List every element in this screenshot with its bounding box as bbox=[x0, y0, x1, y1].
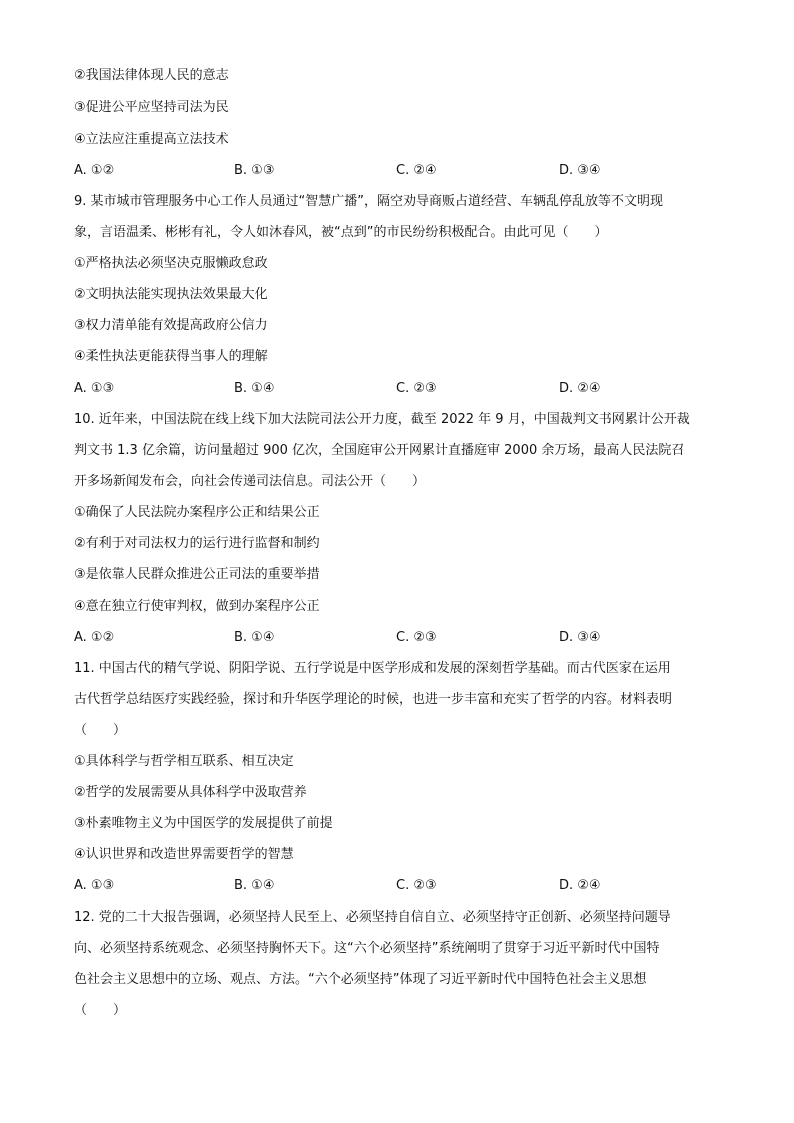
q9-stem-line-2: 象，言语温柔、彬彬有礼，令人如沐春风，被“点到”的市民纷纷积极配合。由此可见（ ） bbox=[74, 225, 608, 240]
q9-statement-4: ④柔性执法更能获得当事人的理解 bbox=[74, 349, 268, 364]
q11-stem-line-1: 11. 中国古代的精气学说、阴阳学说、五行学说是中医学形成和发展的深刻哲学基础。而古代医家在运用 bbox=[74, 661, 671, 676]
q10-stem-line-3: 开多场新闻发布会，向社会传递司法信息。司法公开（ ） bbox=[74, 474, 426, 489]
q10-option-b[interactable]: B. ①④ bbox=[234, 630, 275, 645]
q8-statement-2: ②我国法律体现人民的意志 bbox=[74, 68, 229, 83]
q9-options bbox=[74, 380, 714, 398]
q11-stem-line-3: （ ） bbox=[74, 723, 127, 738]
q8-option-b[interactable]: B. ①③ bbox=[234, 163, 275, 178]
q10-statement-1: ①确保了人民法院办案程序公正和结果公正 bbox=[74, 505, 320, 520]
q10-statement-2: ②有利于对司法权力的运行进行监督和制约 bbox=[74, 536, 320, 551]
q8-option-d[interactable]: D. ③④ bbox=[559, 163, 601, 178]
q12-stem-line-4: （ ） bbox=[74, 1003, 127, 1018]
q10-options bbox=[74, 629, 714, 647]
q10-statement-3: ③是依靠人民群众推进公正司法的重要举措 bbox=[74, 567, 320, 582]
q11-option-d[interactable]: D. ②④ bbox=[559, 878, 601, 893]
q12-stem-line-1: 12. 党的二十大报告强调，必须坚持人民至上、必须坚持自信自立、必须坚持守正创新、必须坚持问题导 bbox=[74, 910, 671, 925]
q8-options bbox=[74, 162, 714, 180]
q10-option-c[interactable]: C. ②③ bbox=[396, 630, 437, 645]
q8-statement-4: ④立法应注重提高立法技术 bbox=[74, 132, 229, 147]
q11-statement-2: ②哲学的发展需要从具体科学中汲取营养 bbox=[74, 785, 307, 800]
q11-option-b[interactable]: B. ①④ bbox=[234, 878, 275, 893]
q11-options bbox=[74, 877, 714, 895]
q11-stem-line-2: 古代哲学总结医疗实践经验，探讨和升华医学理论的时候，也进一步丰富和充实了哲学的内容。材料表明 bbox=[74, 692, 673, 707]
q12-stem-line-2: 向、必须坚持系统观念、必须坚持胸怀天下。这“六个必须坚持”系统阐明了贯穿于习近平新时代中国特 bbox=[74, 941, 660, 956]
q9-option-d[interactable]: D. ②④ bbox=[559, 381, 601, 396]
q11-statement-4: ④认识世界和改造世界需要哲学的智慧 bbox=[74, 847, 294, 862]
q10-statement-4: ④意在独立行使审判权，做到办案程序公正 bbox=[74, 599, 320, 614]
q9-option-b[interactable]: B. ①④ bbox=[234, 381, 275, 396]
q10-stem-line-1: 10. 近年来，中国法院在线上线下加大法院司法公开力度，截至 2022 年 9 月，中国裁判文书网累计公开裁 bbox=[74, 412, 690, 427]
q11-statement-3: ③朴素唯物主义为中国医学的发展提供了前提 bbox=[74, 816, 333, 831]
q8-option-a[interactable]: A. ①② bbox=[74, 163, 115, 178]
q9-statement-3: ③权力清单能有效提高政府公信力 bbox=[74, 318, 268, 333]
q10-stem-line-2: 判文书 1.3 亿余篇，访问量超过 900 亿次，全国庭审公开网累计直播庭审 2000 余万场，最高人民法院召 bbox=[74, 443, 685, 458]
q12-stem-line-3: 色社会主义思想中的立场、观点、方法。“六个必须坚持”体现了习近平新时代中国特色社会主义思想 bbox=[74, 972, 647, 987]
q10-option-d[interactable]: D. ③④ bbox=[559, 630, 601, 645]
q8-statement-3: ③促进公平应坚持司法为民 bbox=[74, 100, 229, 115]
q9-option-a[interactable]: A. ①③ bbox=[74, 381, 115, 396]
q11-option-c[interactable]: C. ②③ bbox=[396, 878, 437, 893]
q11-statement-1: ①具体科学与哲学相互联系、相互决定 bbox=[74, 754, 294, 769]
q11-option-a[interactable]: A. ①③ bbox=[74, 878, 115, 893]
q10-option-a[interactable]: A. ①② bbox=[74, 630, 115, 645]
q9-statement-1: ①严格执法必须坚决克服懒政怠政 bbox=[74, 256, 268, 271]
q9-statement-2: ②文明执法能实现执法效果最大化 bbox=[74, 287, 268, 302]
q9-stem-line-1: 9. 某市城市管理服务中心工作人员通过“智慧广播”，隔空劝导商贩占道经营、车辆乱停乱放等不文明现 bbox=[74, 194, 664, 209]
q9-option-c[interactable]: C. ②③ bbox=[396, 381, 437, 396]
q8-option-c[interactable]: C. ②④ bbox=[396, 163, 437, 178]
